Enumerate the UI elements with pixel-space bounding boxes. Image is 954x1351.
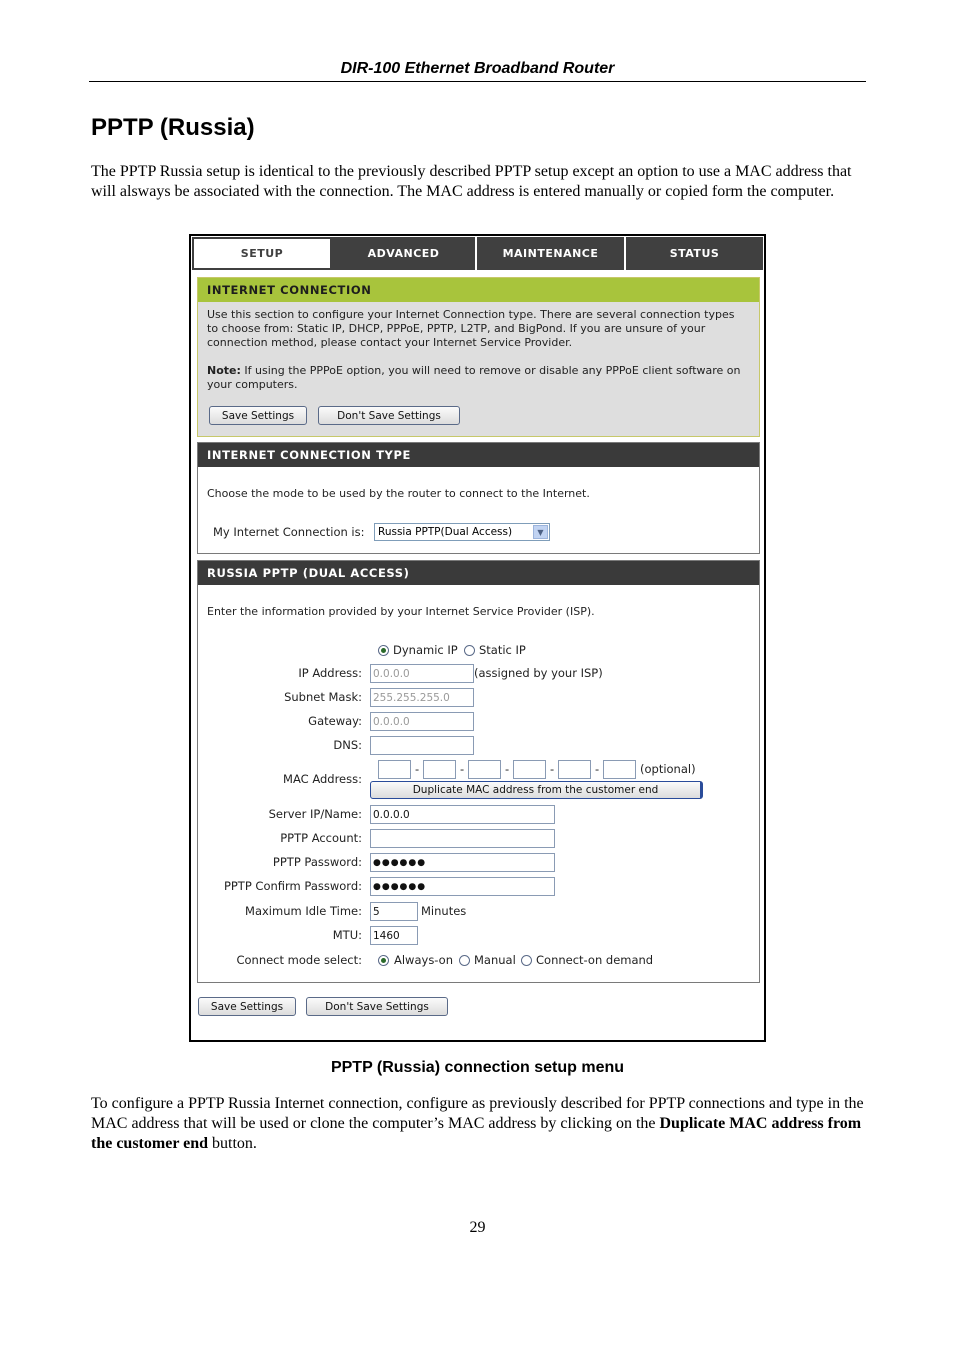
tab-maintenance[interactable]: MAINTENANCE <box>477 237 626 270</box>
router-setup-screenshot <box>189 234 766 1042</box>
mac-separator: - <box>550 762 555 776</box>
connect-on-demand-radio[interactable] <box>521 955 532 966</box>
tab-setup[interactable]: SETUP <box>192 237 332 270</box>
connection-type-select[interactable] <box>374 523 550 541</box>
pptp-account-field[interactable] <box>370 829 555 848</box>
internet-connection-text: Use this section to configure your Internet Connection type. There are several connection types to choose from: Static IP, DHCP, PPPoE, PPTP, L2TP, and BigPond. If you are unsure of your connection method, please contact your Internet Service Provider. <box>207 308 735 349</box>
mtu-field[interactable]: 1460 <box>370 926 418 945</box>
pptp-password-label: PPTP Password: <box>272 855 362 869</box>
dynamic-ip-radio[interactable] <box>378 645 389 656</box>
max-idle-time-unit: Minutes <box>421 904 467 918</box>
mac-separator: - <box>415 762 420 776</box>
tab-advanced[interactable]: ADVANCED <box>332 237 477 270</box>
mac-octet-6[interactable] <box>603 760 636 779</box>
pptp-password-field[interactable]: ●●●●●● <box>370 853 555 872</box>
pptp-confirm-password-label: PPTP Confirm Password: <box>223 879 362 893</box>
mac-octet-2[interactable] <box>423 760 456 779</box>
pptp-account-label: PPTP Account: <box>280 831 362 845</box>
manual-radio[interactable] <box>459 955 470 966</box>
connect-mode-label: Connect mode select: <box>236 953 362 967</box>
outro-paragraph <box>91 1094 866 1154</box>
mac-separator: - <box>595 762 600 776</box>
internet-connection-note <box>207 364 747 392</box>
dont-save-settings-button-top[interactable]: Don't Save Settings <box>318 406 460 425</box>
ip-address-label: IP Address: <box>298 666 362 680</box>
gateway-field[interactable]: 0.0.0.0 <box>370 712 474 731</box>
outro-text: To configure a PPTP Russia Internet connection, configure as previously described for PPTP connections and type in the MAC address that will be used or clone the computer’s MAC address by clicking on the <box>91 1095 864 1132</box>
tab-status[interactable]: STATUS <box>669 247 720 260</box>
ip-address-field[interactable]: 0.0.0.0 <box>370 664 474 683</box>
dynamic-ip-label: Dynamic IP <box>393 643 458 657</box>
connection-type-text: Choose the mode to be used by the router to connect to the Internet. <box>207 487 590 500</box>
dns-label: DNS: <box>333 738 362 752</box>
mac-address-label: MAC Address: <box>283 772 362 786</box>
note-text: If using the PPPoE option, you will need to remove or disable any PPPoE client software on your computers. <box>207 364 741 391</box>
outro-end: button. <box>208 1135 257 1152</box>
mac-separator: - <box>460 762 465 776</box>
duplicate-mac-button[interactable]: Duplicate MAC address from the customer end <box>370 781 703 799</box>
manual-label: Manual <box>474 953 516 967</box>
mac-octet-3[interactable] <box>468 760 501 779</box>
mtu-label: MTU: <box>332 928 362 942</box>
note-label: Note: <box>207 364 241 377</box>
dont-save-settings-button-bottom[interactable]: Don't Save Settings <box>306 997 448 1016</box>
gateway-label: Gateway: <box>308 714 362 728</box>
russia-pptp-heading: RUSSIA PPTP (DUAL ACCESS) <box>198 561 759 585</box>
ip-address-note: (assigned by your ISP) <box>474 666 603 680</box>
chevron-down-icon[interactable]: ▼ <box>533 525 548 539</box>
connection-type-heading: INTERNET CONNECTION TYPE <box>198 443 759 467</box>
static-ip-label: Static IP <box>479 643 526 657</box>
page-number: 29 <box>469 1219 486 1236</box>
connection-select-value: Russia PPTP(Dual Access) <box>378 526 513 538</box>
page-title: PPTP (Russia) <box>91 114 255 141</box>
connection-type-panel <box>197 442 760 554</box>
document-header: DIR-100 Ethernet Broadband Router <box>340 60 615 77</box>
internet-connection-panel <box>197 277 760 437</box>
pptp-confirm-password-field[interactable]: ●●●●●● <box>370 877 555 896</box>
intro-paragraph: The PPTP Russia setup is identical to the previously described PPTP setup except an option to use a MAC address that will alsways be associated with the connection. The MAC address is entered manually or copied form the computer. <box>91 163 852 200</box>
max-idle-time-field[interactable]: 5 <box>370 902 418 921</box>
nav-tabs <box>192 237 763 270</box>
russia-pptp-panel <box>197 560 760 983</box>
mac-separator: - <box>505 762 510 776</box>
russia-pptp-text: Enter the information provided by your Internet Service Provider (ISP). <box>207 605 595 618</box>
save-settings-button-top[interactable]: Save Settings <box>209 406 307 425</box>
mac-octet-4[interactable] <box>513 760 546 779</box>
mac-octet-5[interactable] <box>558 760 591 779</box>
always-on-label: Always-on <box>394 953 453 967</box>
connection-select-label: My Internet Connection is: <box>213 525 365 539</box>
server-ip-field[interactable]: 0.0.0.0 <box>370 805 555 824</box>
dns-field[interactable] <box>370 736 474 755</box>
header-rule <box>89 81 866 82</box>
mac-optional-note: (optional) <box>640 762 696 776</box>
save-settings-button-bottom[interactable]: Save Settings <box>198 997 296 1016</box>
mac-octet-1[interactable] <box>378 760 411 779</box>
internet-connection-heading: INTERNET CONNECTION <box>198 278 759 302</box>
connect-on-demand-label: Connect-on demand <box>536 953 654 967</box>
subnet-mask-field[interactable]: 255.255.255.0 <box>370 688 474 707</box>
subnet-mask-label: Subnet Mask: <box>284 690 362 704</box>
always-on-radio[interactable] <box>378 955 389 966</box>
figure-caption: PPTP (Russia) connection setup menu <box>330 1059 625 1076</box>
max-idle-time-label: Maximum Idle Time: <box>245 904 362 918</box>
static-ip-radio[interactable] <box>464 645 475 656</box>
server-ip-label: Server IP/Name: <box>268 807 362 821</box>
outro-bold-button-name: Duplicate MAC address from the customer end <box>91 1115 862 1152</box>
